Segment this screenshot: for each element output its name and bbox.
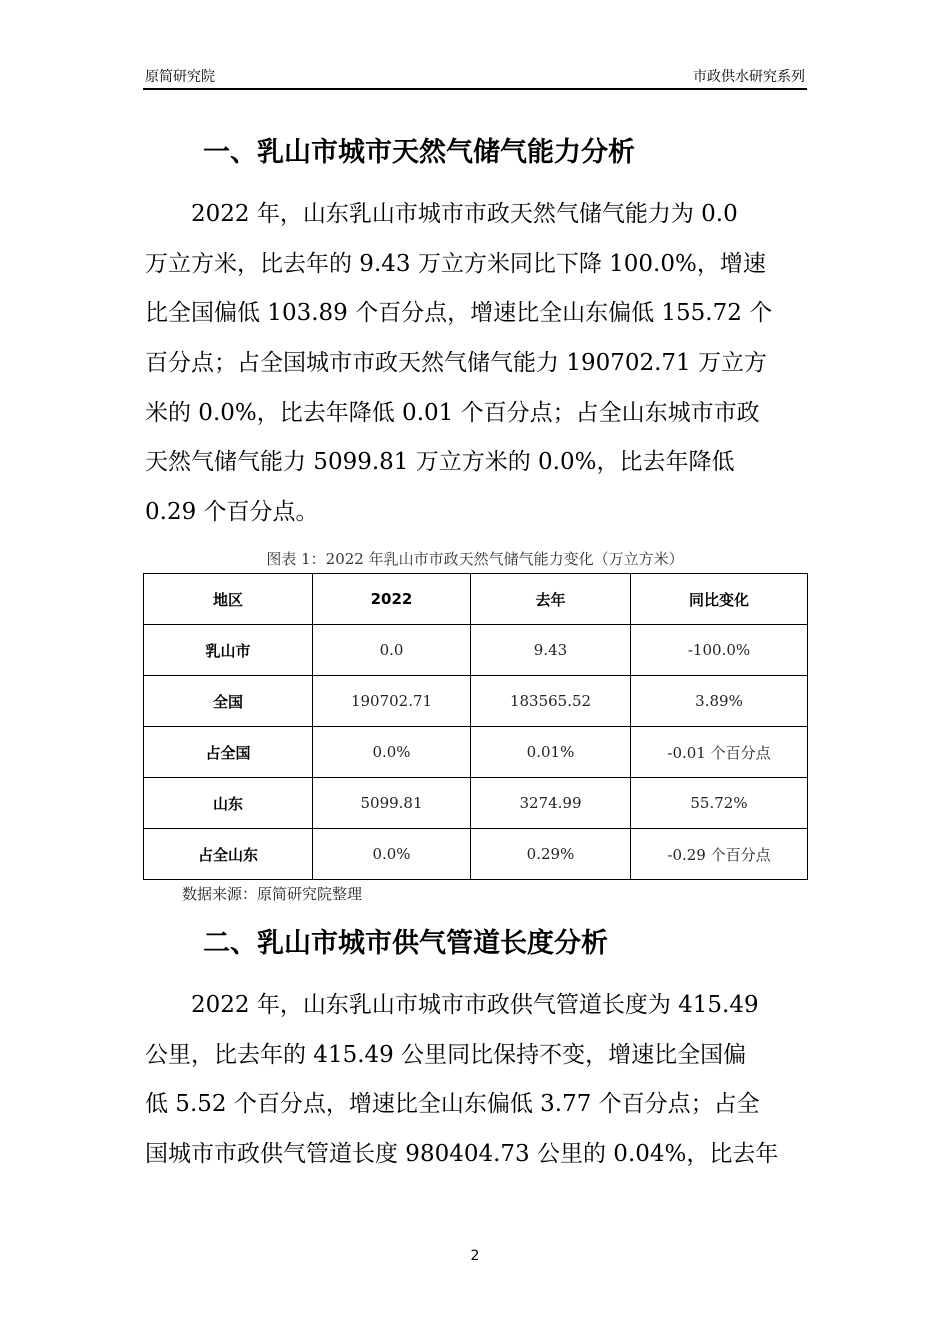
cell-yoy-change: 3.89%	[631, 676, 808, 727]
cell-last-year: 0.29%	[471, 829, 631, 880]
table-row	[144, 829, 808, 880]
header-org-name: 原简研究院	[145, 69, 215, 85]
table-header-row	[144, 574, 808, 625]
cell-last-year: 3274.99	[471, 778, 631, 829]
paragraph-line: 百分点；占全国城市市政天然气储气能力 190702.71 万立方	[145, 350, 767, 377]
column-header-2022: 2022	[313, 574, 471, 625]
cell-region: 全国	[144, 676, 313, 727]
table-source-note: 数据来源：原简研究院整理	[182, 885, 363, 903]
cell-region: 占全山东	[144, 829, 313, 880]
paragraph-line: 天然气储气能力 5099.81 万立方米的 0.0%，比去年降低	[145, 449, 735, 476]
cell-yoy-change: -0.01 个百分点	[631, 727, 808, 778]
cell-region: 占全国	[144, 727, 313, 778]
page-header	[143, 64, 807, 90]
cell-2022: 0.0%	[313, 727, 471, 778]
data-table	[143, 573, 808, 880]
page-number: 2	[470, 1248, 480, 1264]
paragraph-line: 米的 0.0%，比去年降低 0.01 个百分点；占全山东城市市政	[145, 399, 760, 426]
paragraph-line: 2022 年，山东乳山市城市市政天然气储气能力为 0.0	[191, 201, 738, 227]
cell-2022: 5099.81	[313, 778, 471, 829]
section2-heading: 二、乳山市城市供气管道长度分析	[203, 928, 608, 959]
section1-heading: 一、乳山市城市天然气储气能力分析	[203, 137, 635, 168]
paragraph-line: 万立方米，比去年的 9.43 万立方米同比下降 100.0%，增速	[145, 250, 766, 277]
table-row	[144, 727, 808, 778]
cell-yoy-change: 55.72%	[631, 778, 808, 829]
cell-last-year: 0.01%	[471, 727, 631, 778]
section2-paragraph	[145, 981, 810, 1180]
paragraph-line: 低 5.52 个百分点，增速比全山东偏低 3.77 个百分点；占全	[145, 1091, 760, 1118]
cell-region: 乳山市	[144, 625, 313, 676]
paragraph-line: 0.29 个百分点。	[145, 499, 319, 526]
table-row	[144, 625, 808, 676]
table-row	[144, 676, 808, 727]
paragraph-line: 国城市市政供气管道长度 980404.73 公里的 0.04%，比去年	[145, 1141, 779, 1168]
table-caption: 图表 1：2022 年乳山市市政天然气储气能力变化（万立方米）	[266, 550, 684, 568]
column-header-yoy-change: 同比变化	[631, 574, 808, 625]
table-row	[144, 778, 808, 829]
section1-paragraph	[145, 190, 810, 538]
paragraph-line: 公里，比去年的 415.49 公里同比保持不变，增速比全国偏	[145, 1041, 747, 1068]
cell-2022: 0.0	[313, 625, 471, 676]
cell-2022: 0.0%	[313, 829, 471, 880]
cell-yoy-change: -100.0%	[631, 625, 808, 676]
paragraph-line: 2022 年，山东乳山市城市市政供气管道长度为 415.49	[191, 992, 759, 1018]
column-header-last-year: 去年	[471, 574, 631, 625]
header-series-name: 市政供水研究系列	[693, 69, 805, 85]
cell-last-year: 9.43	[471, 625, 631, 676]
column-header-region: 地区	[144, 574, 313, 625]
cell-region: 山东	[144, 778, 313, 829]
cell-2022: 190702.71	[313, 676, 471, 727]
cell-yoy-change: -0.29 个百分点	[631, 829, 808, 880]
paragraph-line: 比全国偏低 103.89 个百分点，增速比全山东偏低 155.72 个	[145, 300, 773, 327]
cell-last-year: 183565.52	[471, 676, 631, 727]
